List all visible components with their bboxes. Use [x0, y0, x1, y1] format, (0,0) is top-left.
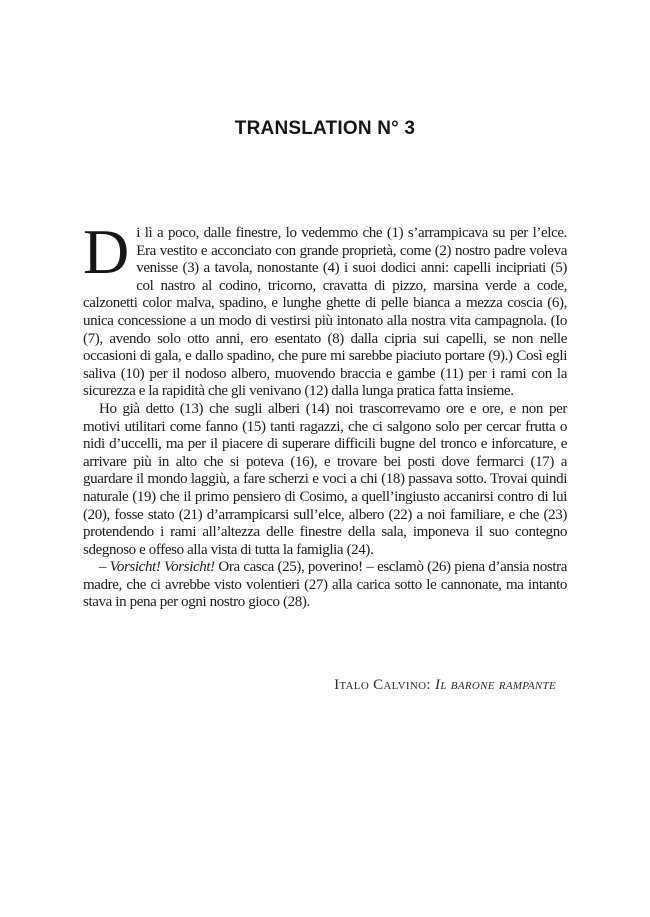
text-segment: i lì a poco, dalle finestre, lo vedemmo che (1) s’arrampicava su per l’elce. Era vestito e acconciato con grande proprietà, come (2) nostro padre voleva venisse (3) a tavola, nonostante (4) i suoi dodici anni: capelli incipriati (5) col nastro al codino, tricorno, cravatta di pizzo, marsina verde a code, calzonetti color malva, spadino, e lunghe ghette di pelle bianca a mezza coscia (6), unica concessione a un modo di vestirsi più intonato alla nostra vita campagnola. (Io (7), avendo solo otto anni, ero esentato (8) dalla cipria sui capelli, se non nelle occasioni di gala, e dallo spadino, che pure mi sarebbe piaciuto portare (9).) Così egli saliva (10) per il nodoso albero, muovendo braccia e gambe (11) per i rami con la sicurezza e la rapidità che gli venivano (12) dalla lunga pratica fatta insieme.	[83, 225, 567, 400]
paragraph-2	[83, 401, 567, 559]
attribution-author: Italo Calvino:	[334, 677, 431, 693]
drop-cap: D	[83, 216, 130, 287]
attribution-work-title: Il barone rampante	[435, 677, 556, 693]
attribution	[83, 677, 556, 694]
text-segment: Ho già detto (13) che sugli alberi (14) noi trascorrevamo ore e ore, e non per motivi utilitari come fanno (15) tanti ragazzi, che ci salgono solo per cercar frutta o nidi d’uccelli, ma per il piacere di superare difficili bugne del tronco e inforcature, e arrivare più in alto che si poteva (16), e trovare bei posti dove fermarci (17) a guardare il mondo laggiù, a fare scherzi e voci a chi (18) passava sotto. Trovai quindi naturale (19) che il primo pensiero di Cosimo, a quell’ingiusto accanirsi contro di lui (20), fosse stato (21) d’arrampicarsi sull’elce, albero (22) a noi familiare, e che (23) protendendo i rami all’altezza delle finestre della sala, imponeva il suo contegno sdegnoso e offeso alla vista di tutta la famiglia (24).	[83, 400, 567, 558]
text-segment: –	[99, 559, 110, 576]
passage-text	[83, 216, 568, 612]
italic-phrase: Vorsicht! Vorsicht!	[109, 559, 215, 576]
paragraph-1	[83, 216, 567, 401]
paragraph-3	[83, 559, 567, 612]
page-title: TRANSLATION N° 3	[234, 118, 416, 139]
text-segment: Ora casca (25), poverino! – esclamò (26) piena d’ansia nostra madre, che ci avrebbe visto volentieri (27) alla carica sotto le cannonate, ma intanto stava in pena per ogni nostro gioco (28).	[83, 559, 568, 611]
